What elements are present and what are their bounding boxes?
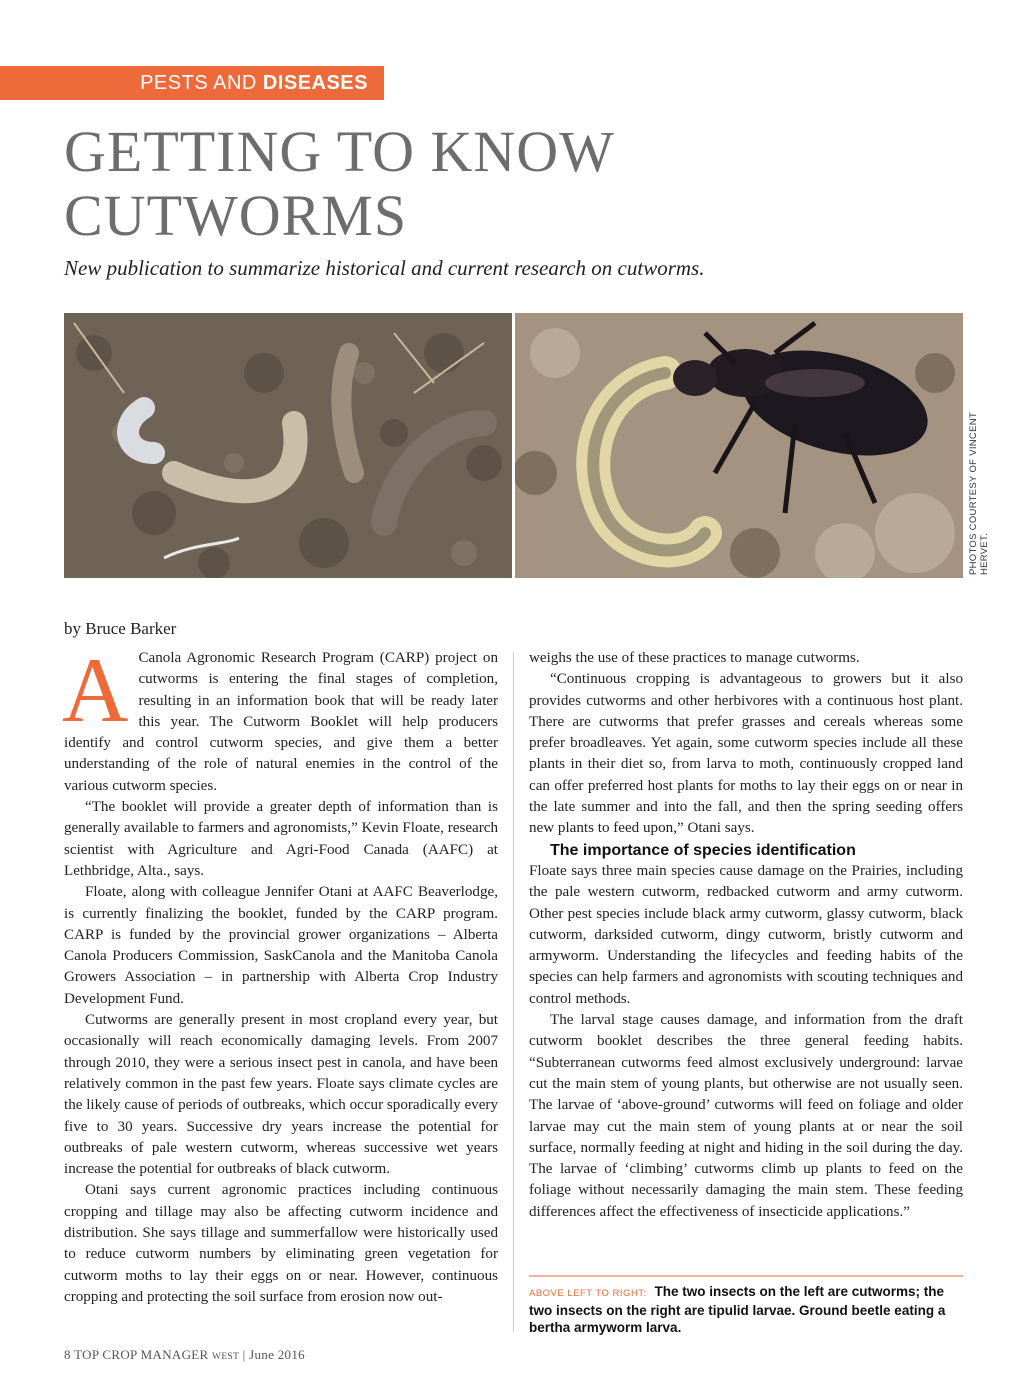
column-divider bbox=[513, 652, 514, 1332]
paragraph: The larval stage causes damage, and information from the draft cutworm booklet describes the three general feeding habits. “Subterranean cutworms feed almost exclusively underground: larvae cut the main stem of young plants, but otherwise are not usually seen. The larvae of ‘above-ground’ cutworms will feed on foliage and older larvae may cut the main stem of young plants at or near the soil surface, normally feeding at night and hiding in the soil during the day. The larvae of ‘climbing’ cutworms climb up plants to feed on the foliage without necessarily damaging the main stem. These feeding differences affect the effectiveness of insecticide applications.” bbox=[529, 1012, 963, 1220]
magazine-edition: WEST bbox=[212, 1352, 240, 1362]
paragraph: “The booklet will provide a greater depth of information than is generally available to farmers and agronomists,” Kevin Floate, research scientist with Agriculture and Agri-Food Canada (AAFC) at Lethbridge, Alta., says. bbox=[64, 799, 498, 879]
caption-lead: ABOVE LEFT TO RIGHT: bbox=[529, 1288, 647, 1299]
byline: by Bruce Barker bbox=[64, 619, 177, 638]
photo-caption bbox=[529, 1283, 963, 1336]
subhead: The importance of species identification bbox=[550, 841, 856, 859]
caption-rule bbox=[529, 1275, 963, 1277]
paragraph: Otani says current agronomic practices including continuous cropping and tillage may also be affecting cutworm incidence and distribution. She says tillage and summerfallow were historically used to reduce cutworm numbers by eliminating green vegetation for cutworm moths to lay their eggs on or near. However, continuous cropping and protecting the soil surface from erosion now out- bbox=[64, 1182, 498, 1305]
paragraph: Floate, along with colleague Jennifer Otani at AAFC Beaverlodge, is currently finalizing the booklet, funded by the CARP program. CARP is funded by the provincial grower organizations – Alberta Canola Producers Commission, SaskCanola and the Manitoba Canola Growers Association – in partnership with Alberta Crop Industry Development Fund. bbox=[64, 884, 498, 1007]
issue-date: June 2016 bbox=[249, 1347, 305, 1362]
page-number: 8 bbox=[64, 1347, 71, 1362]
footer-separator: | bbox=[242, 1347, 246, 1362]
headline: GETTING TO KNOW CUTWORMS bbox=[64, 119, 614, 248]
section-banner bbox=[0, 66, 384, 100]
paragraph: Cutworms are generally present in most cropland every year, but occasionally will reach economically damaging levels. From 2007 through 2010, they were a serious insect pest in canola, and have been relatively common in the past few years. Floate says climate cycles are the likely cause of periods of outbreaks, which occur sporadically every five to 30 years. Successive dry years increase the potential for outbreaks of pale western cutworm, whereas successive wet years increase the potential for outbreaks of black cutworm. bbox=[64, 1012, 498, 1178]
caption-text: The two insects on the left are cutworms; the two insects on the right are tipulid larvae. Ground beetle eating a bertha armyworm larva. bbox=[529, 1284, 946, 1335]
ground-beetle-photo bbox=[515, 313, 963, 578]
photo-credit: PHOTOS COURTESY OF VINCENT HERVET. bbox=[968, 412, 990, 575]
page-footer bbox=[64, 1347, 305, 1363]
section-label-light: PESTS AND bbox=[140, 71, 257, 94]
deck: New publication to summarize historical and current research on cutworms. bbox=[64, 256, 705, 280]
paragraph: weighs the use of these practices to manage cutworms. bbox=[529, 650, 860, 666]
cutworms-photo bbox=[64, 313, 512, 578]
paragraph: Floate says three main species cause damage on the Prairies, including the pale western cutworm, redbacked cutworm and army cutworm. Other pest species include black army cutworm, glassy cutworm, black cutworm, darksided cutworm, dingy cutworm, bristly cutworm and armyworm. Understanding the lifecycles and feeding habits of the species can help farmers and agronomists with scouting techniques and control methods. bbox=[529, 862, 963, 1007]
drop-cap: A bbox=[62, 639, 129, 741]
article-column-left bbox=[62, 639, 498, 1308]
section-label-bold: DISEASES bbox=[262, 71, 368, 94]
article-column-right bbox=[529, 648, 963, 1223]
paragraph: Canola Agronomic Research Program (CARP) project on cutworms is entering the final stages of completion, resulting in an information book that will be ready later this year. The Cutworm Booklet will help producers identify and control cutworm species, and give them a better understanding of the role of natural enemies in the control of the various cutworm species. bbox=[64, 650, 498, 794]
paragraph: “Continuous cropping is advantageous to growers but it also provides cutworms and other herbivores with a continuous host plant. There are cutworms that prefer grasses and cereals whereas some prefer broadleaves. Yet again, some cutworm species include all these plants in their diet so, from larva to moth, continuously cropped land can offer preferred host plants for moths to lay their eggs on or near in the late summer and into the fall, and then the spring seeding offers new plants to feed upon,” Otani says. bbox=[529, 671, 963, 837]
magazine-name: TOP CROP MANAGER bbox=[74, 1347, 209, 1362]
